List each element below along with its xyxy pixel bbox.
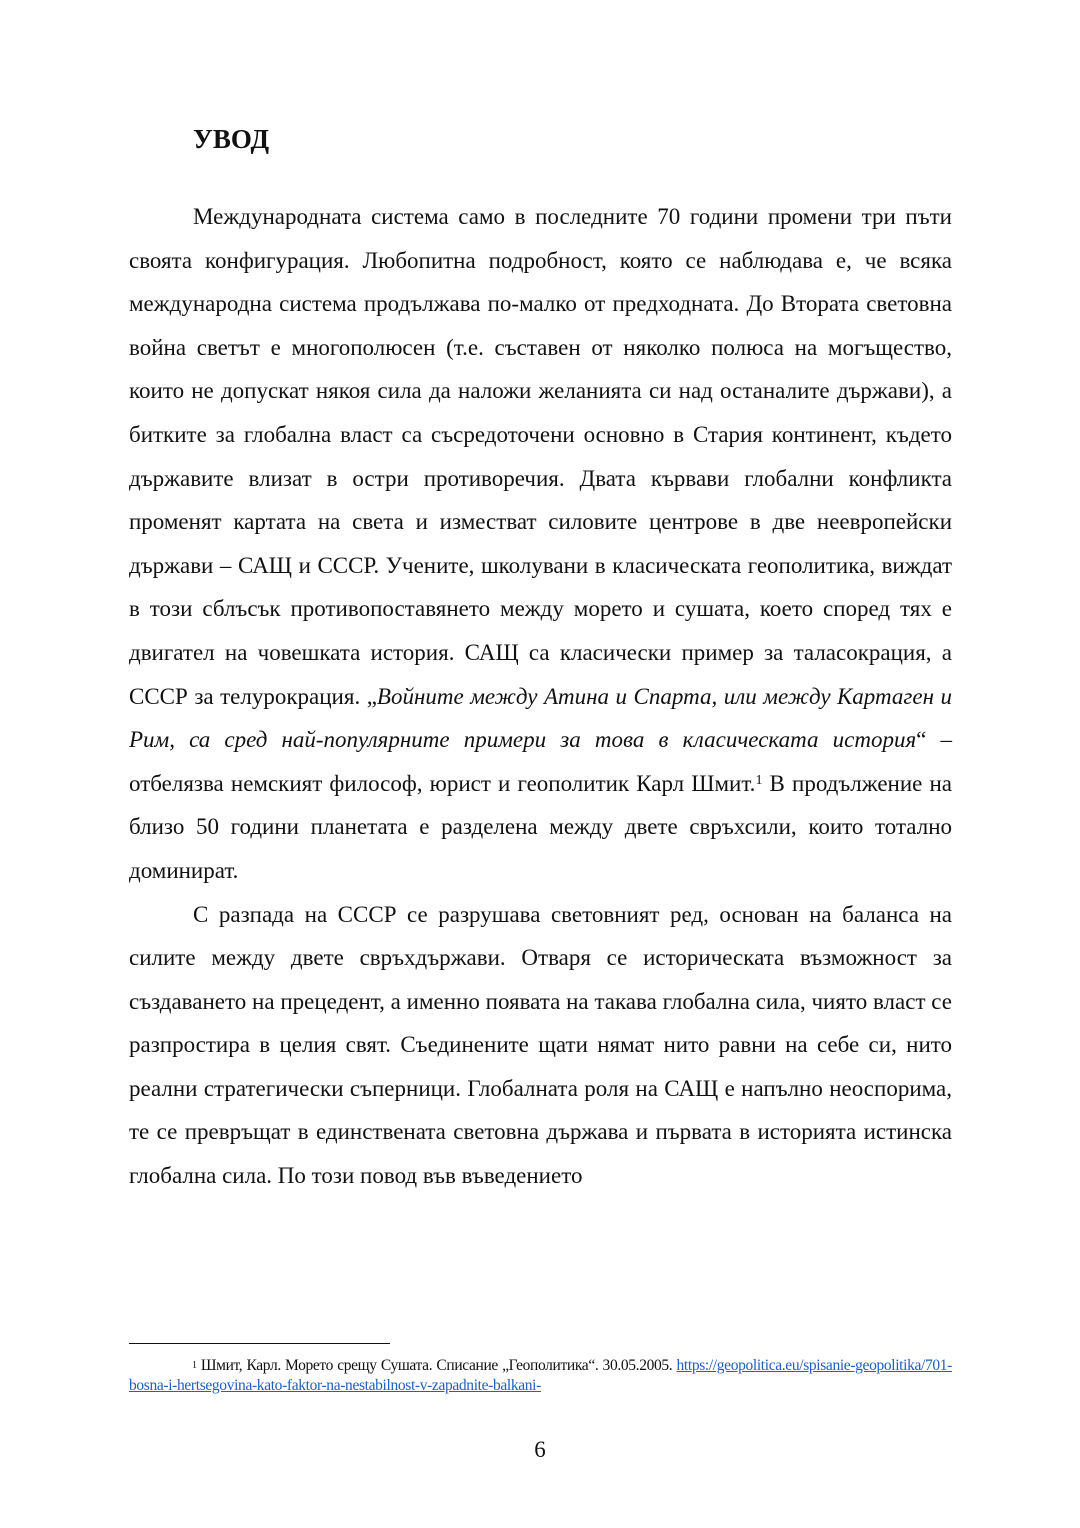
- paragraph-1-text: Международната система само в последните 70 години промени три пъти своята конфигурация. Любопитна подробност, която се наблюдава е, че всяка международна система продължава по-малко от предходната. До Втората световна война светът е многополюсен (т.е. съставен от няколко полюса на могъщество, които не допускат някоя сила да наложи желанията си над останалите държави), а битките за глобална власт са съсредоточени основно в Стария континент, където държавите влизат в остри противоречия. Двата кървави глобални конфликта променят картата на света и изместват силовите центрове в две неевропейски държави – САЩ и СССР. Учените, школувани в класическата геополитика, виждат в този сблъсък противопоставянето между морето и сушата, което според тях е двигател на човешката история. САЩ са класически пример за таласокрация, а СССР за телурокрация. „: [129, 204, 952, 709]
- paragraph-1-text-end: В продължение на близо 50 години планетата е разделена между двете свръхсили, които тотално доминират.: [129, 770, 953, 883]
- footnote: [129, 1356, 952, 1396]
- body-text: [129, 195, 952, 1198]
- footnote-link[interactable]: https://geopolitica.eu/spisanie-geopolitika/701-bosna-i-hertsegovina-kato-faktor-na-nestabilnost-v-zapadnite-balkani-: [129, 1357, 952, 1394]
- paragraph-1: [129, 195, 952, 893]
- footnote-1: [129, 1356, 952, 1396]
- footnote-separator: [129, 1343, 390, 1344]
- footnote-number: 1: [192, 1360, 197, 1371]
- section-heading: УВОД: [193, 124, 270, 154]
- page-number: 6: [534, 1437, 546, 1462]
- footnote-reference[interactable]: 1: [755, 772, 763, 788]
- paragraph-1-text-continued: “ – отбелязва немският философ, юрист и геополитик Карл Шмит.: [129, 727, 952, 796]
- footnote-text: Шмит, Карл. Морето срещу Сушата. Списание „Геополитика“. 30.05.2005.: [196, 1357, 677, 1374]
- quote-text: Войните между Атина и Спарта, или между Картаген и Рим, са сред най-популярните примери за това в класическата история: [129, 683, 952, 753]
- paragraph-2: С разпада на СССР се разрушава световният ред, основан на баланса на силите между двете свръхдържави. Отваря се историческата възможност за създаването на прецедент, а именно появата на такава глобална сила, чиято власт се разпростира в целия свят. Съединените щати нямат нито равни на себе си, нито реални стратегически съперници. Глобалната роля на САЩ е напълно неоспорима, те се превръщат в единствената световна държава и първата в историята истинска глобална сила. По този повод във въведението: [129, 901, 952, 1189]
